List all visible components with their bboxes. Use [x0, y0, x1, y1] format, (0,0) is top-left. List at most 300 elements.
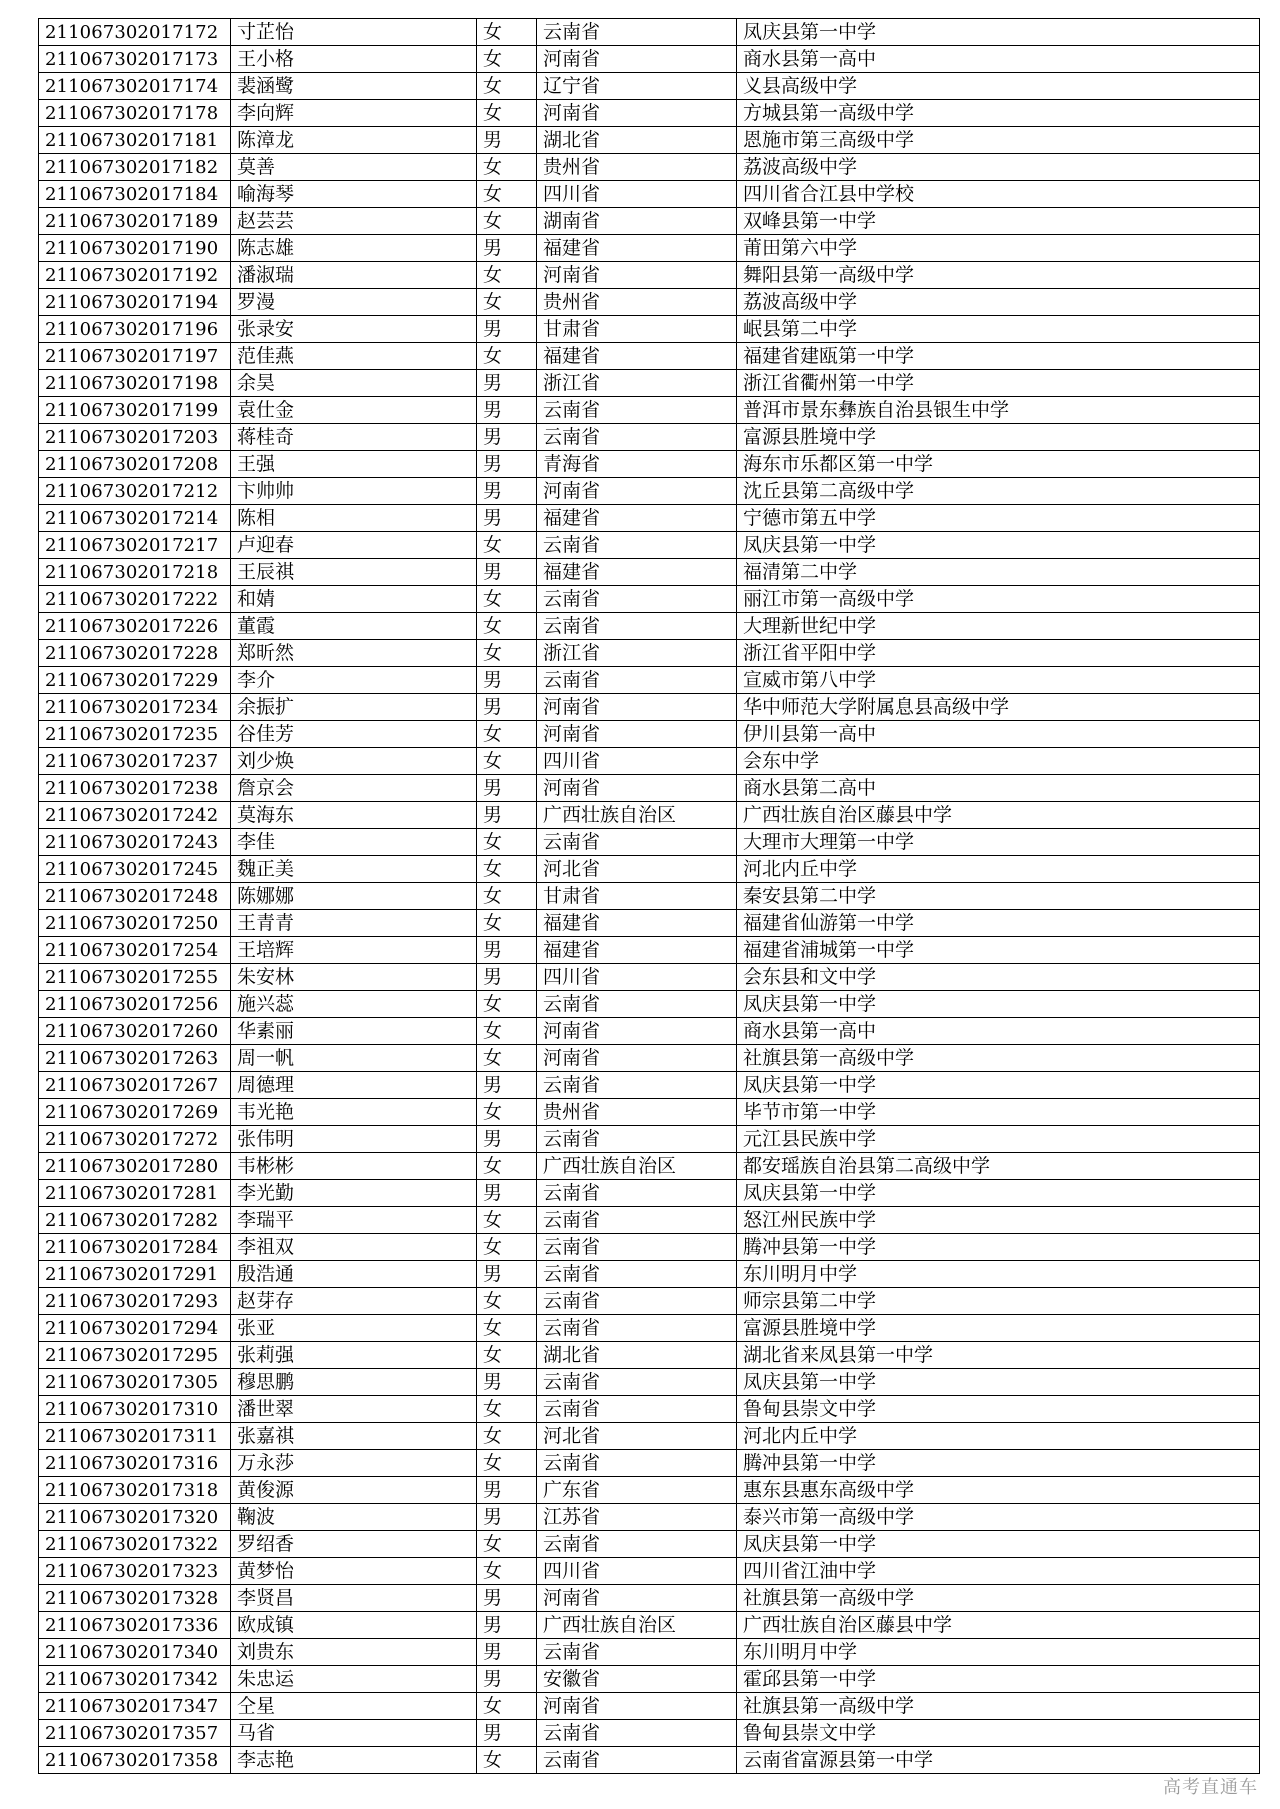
- gender-cell: 女: [477, 1342, 537, 1369]
- gender-cell: 女: [477, 748, 537, 775]
- candidate-id-cell: 211067302017208: [39, 451, 231, 478]
- province-cell: 四川省: [537, 748, 737, 775]
- province-cell: 云南省: [537, 1369, 737, 1396]
- gender-cell: 女: [477, 1531, 537, 1558]
- table-row: [39, 1072, 1260, 1099]
- name-cell: 施兴蕊: [231, 991, 477, 1018]
- school-cell: 沈丘县第二高级中学: [737, 478, 1260, 505]
- province-cell: 湖北省: [537, 1342, 737, 1369]
- name-cell: 韦彬彬: [231, 1153, 477, 1180]
- school-cell: 伊川县第一高中: [737, 721, 1260, 748]
- gender-cell: 女: [477, 856, 537, 883]
- gender-cell: 女: [477, 1288, 537, 1315]
- name-cell: 张嘉祺: [231, 1423, 477, 1450]
- school-cell: 浙江省衢州第一中学: [737, 370, 1260, 397]
- school-cell: 富源县胜境中学: [737, 1315, 1260, 1342]
- name-cell: 陈相: [231, 505, 477, 532]
- province-cell: 云南省: [537, 1396, 737, 1423]
- school-cell: 舞阳县第一高级中学: [737, 262, 1260, 289]
- candidate-id-cell: 211067302017347: [39, 1693, 231, 1720]
- province-cell: 福建省: [537, 937, 737, 964]
- province-cell: 云南省: [537, 1234, 737, 1261]
- table-row: [39, 1153, 1260, 1180]
- table-row: [39, 532, 1260, 559]
- candidate-id-cell: 211067302017238: [39, 775, 231, 802]
- gender-cell: 女: [477, 46, 537, 73]
- name-cell: 王辰祺: [231, 559, 477, 586]
- candidate-id-cell: 211067302017199: [39, 397, 231, 424]
- candidate-id-cell: 211067302017234: [39, 694, 231, 721]
- school-cell: 鲁甸县崇文中学: [737, 1720, 1260, 1747]
- gender-cell: 女: [477, 1018, 537, 1045]
- gender-cell: 男: [477, 1612, 537, 1639]
- province-cell: 河南省: [537, 694, 737, 721]
- candidate-id-cell: 211067302017328: [39, 1585, 231, 1612]
- table-row: [39, 1342, 1260, 1369]
- table-row: [39, 667, 1260, 694]
- candidate-id-cell: 211067302017269: [39, 1099, 231, 1126]
- name-cell: 董霞: [231, 613, 477, 640]
- candidate-id-cell: 211067302017198: [39, 370, 231, 397]
- province-cell: 河南省: [537, 1018, 737, 1045]
- table-row: [39, 208, 1260, 235]
- table-row: [39, 1720, 1260, 1747]
- candidate-id-cell: 211067302017184: [39, 181, 231, 208]
- province-cell: 云南省: [537, 829, 737, 856]
- gender-cell: 男: [477, 667, 537, 694]
- gender-cell: 男: [477, 937, 537, 964]
- candidate-id-cell: 211067302017293: [39, 1288, 231, 1315]
- school-cell: 东川明月中学: [737, 1261, 1260, 1288]
- school-cell: 商水县第一高中: [737, 46, 1260, 73]
- province-cell: 甘肃省: [537, 316, 737, 343]
- province-cell: 云南省: [537, 1072, 737, 1099]
- table-row: [39, 1261, 1260, 1288]
- candidate-id-cell: 211067302017197: [39, 343, 231, 370]
- candidate-id-cell: 211067302017272: [39, 1126, 231, 1153]
- candidate-id-cell: 211067302017196: [39, 316, 231, 343]
- gender-cell: 女: [477, 289, 537, 316]
- province-cell: 四川省: [537, 1558, 737, 1585]
- table-row: [39, 937, 1260, 964]
- province-cell: 云南省: [537, 1207, 737, 1234]
- name-cell: 李祖双: [231, 1234, 477, 1261]
- gender-cell: 女: [477, 1153, 537, 1180]
- gender-cell: 男: [477, 127, 537, 154]
- name-cell: 张莉强: [231, 1342, 477, 1369]
- table-row: [39, 100, 1260, 127]
- candidate-id-cell: 211067302017263: [39, 1045, 231, 1072]
- province-cell: 甘肃省: [537, 883, 737, 910]
- candidate-id-cell: 211067302017248: [39, 883, 231, 910]
- gender-cell: 女: [477, 1423, 537, 1450]
- table-row: [39, 829, 1260, 856]
- province-cell: 河南省: [537, 1693, 737, 1720]
- province-cell: 浙江省: [537, 370, 737, 397]
- province-cell: 福建省: [537, 235, 737, 262]
- province-cell: 云南省: [537, 667, 737, 694]
- gender-cell: 男: [477, 1585, 537, 1612]
- name-cell: 魏正美: [231, 856, 477, 883]
- name-cell: 卞帅帅: [231, 478, 477, 505]
- table-row: [39, 613, 1260, 640]
- school-cell: 泰兴市第一高级中学: [737, 1504, 1260, 1531]
- school-cell: 福建省浦城第一中学: [737, 937, 1260, 964]
- school-cell: 师宗县第二中学: [737, 1288, 1260, 1315]
- province-cell: 云南省: [537, 1747, 737, 1774]
- province-cell: 河南省: [537, 1045, 737, 1072]
- name-cell: 谷佳芳: [231, 721, 477, 748]
- name-cell: 余昊: [231, 370, 477, 397]
- gender-cell: 男: [477, 235, 537, 262]
- candidate-id-cell: 211067302017318: [39, 1477, 231, 1504]
- name-cell: 朱安林: [231, 964, 477, 991]
- gender-cell: 女: [477, 721, 537, 748]
- name-cell: 李向辉: [231, 100, 477, 127]
- school-cell: 社旗县第一高级中学: [737, 1585, 1260, 1612]
- table-row: [39, 154, 1260, 181]
- gender-cell: 男: [477, 1126, 537, 1153]
- name-cell: 李瑞平: [231, 1207, 477, 1234]
- gender-cell: 男: [477, 1369, 537, 1396]
- name-cell: 马省: [231, 1720, 477, 1747]
- gender-cell: 男: [477, 1666, 537, 1693]
- province-cell: 湖南省: [537, 208, 737, 235]
- school-cell: 福建省建瓯第一中学: [737, 343, 1260, 370]
- name-cell: 莫海东: [231, 802, 477, 829]
- admission-list-sheet: [38, 18, 1259, 1774]
- school-cell: 丽江市第一高级中学: [737, 586, 1260, 613]
- province-cell: 河南省: [537, 46, 737, 73]
- table-row: [39, 1234, 1260, 1261]
- province-cell: 云南省: [537, 1531, 737, 1558]
- candidate-id-cell: 211067302017235: [39, 721, 231, 748]
- name-cell: 王强: [231, 451, 477, 478]
- name-cell: 蒋桂奇: [231, 424, 477, 451]
- school-cell: 元江县民族中学: [737, 1126, 1260, 1153]
- table-row: [39, 1477, 1260, 1504]
- gender-cell: 男: [477, 1477, 537, 1504]
- name-cell: 黄俊源: [231, 1477, 477, 1504]
- table-row: [39, 181, 1260, 208]
- gender-cell: 男: [477, 370, 537, 397]
- gender-cell: 女: [477, 910, 537, 937]
- province-cell: 河南省: [537, 1585, 737, 1612]
- name-cell: 张录安: [231, 316, 477, 343]
- name-cell: 罗绍香: [231, 1531, 477, 1558]
- gender-cell: 女: [477, 1045, 537, 1072]
- school-cell: 湖北省来凤县第一中学: [737, 1342, 1260, 1369]
- gender-cell: 男: [477, 478, 537, 505]
- school-cell: 荔波高级中学: [737, 154, 1260, 181]
- school-cell: 福建省仙游第一中学: [737, 910, 1260, 937]
- gender-cell: 女: [477, 1234, 537, 1261]
- gender-cell: 男: [477, 1261, 537, 1288]
- table-row: [39, 451, 1260, 478]
- province-cell: 云南省: [537, 1720, 737, 1747]
- candidate-id-cell: 211067302017254: [39, 937, 231, 964]
- candidate-id-cell: 211067302017243: [39, 829, 231, 856]
- name-cell: 王培辉: [231, 937, 477, 964]
- school-cell: 大理新世纪中学: [737, 613, 1260, 640]
- province-cell: 青海省: [537, 451, 737, 478]
- province-cell: 云南省: [537, 991, 737, 1018]
- candidate-id-cell: 211067302017217: [39, 532, 231, 559]
- table-row: [39, 262, 1260, 289]
- table-row: [39, 856, 1260, 883]
- school-cell: 凤庆县第一中学: [737, 1369, 1260, 1396]
- table-row: [39, 1288, 1260, 1315]
- table-row: [39, 127, 1260, 154]
- candidate-id-cell: 211067302017267: [39, 1072, 231, 1099]
- school-cell: 河北内丘中学: [737, 1423, 1260, 1450]
- name-cell: 张伟明: [231, 1126, 477, 1153]
- gender-cell: 女: [477, 262, 537, 289]
- name-cell: 詹京会: [231, 775, 477, 802]
- province-cell: 河北省: [537, 1423, 737, 1450]
- gender-cell: 女: [477, 991, 537, 1018]
- candidate-id-cell: 211067302017305: [39, 1369, 231, 1396]
- candidate-id-cell: 211067302017342: [39, 1666, 231, 1693]
- table-row: [39, 397, 1260, 424]
- province-cell: 云南省: [537, 1180, 737, 1207]
- school-cell: 霍邱县第一中学: [737, 1666, 1260, 1693]
- gender-cell: 女: [477, 586, 537, 613]
- province-cell: 浙江省: [537, 640, 737, 667]
- table-row: [39, 802, 1260, 829]
- candidate-id-cell: 211067302017295: [39, 1342, 231, 1369]
- gender-cell: 女: [477, 883, 537, 910]
- school-cell: 荔波高级中学: [737, 289, 1260, 316]
- name-cell: 鞠波: [231, 1504, 477, 1531]
- gender-cell: 女: [477, 100, 537, 127]
- school-cell: 凤庆县第一中学: [737, 19, 1260, 46]
- school-cell: 凤庆县第一中学: [737, 1072, 1260, 1099]
- candidate-id-cell: 211067302017336: [39, 1612, 231, 1639]
- candidate-id-cell: 211067302017260: [39, 1018, 231, 1045]
- candidate-id-cell: 211067302017192: [39, 262, 231, 289]
- name-cell: 潘世翠: [231, 1396, 477, 1423]
- school-cell: 岷县第二中学: [737, 316, 1260, 343]
- candidate-id-cell: 211067302017255: [39, 964, 231, 991]
- school-cell: 凤庆县第一中学: [737, 1180, 1260, 1207]
- province-cell: 贵州省: [537, 154, 737, 181]
- candidate-id-cell: 211067302017218: [39, 559, 231, 586]
- table-row: [39, 289, 1260, 316]
- candidate-id-cell: 211067302017174: [39, 73, 231, 100]
- province-cell: 福建省: [537, 505, 737, 532]
- school-cell: 会东县和文中学: [737, 964, 1260, 991]
- province-cell: 福建省: [537, 343, 737, 370]
- gender-cell: 女: [477, 19, 537, 46]
- name-cell: 裴涵鹭: [231, 73, 477, 100]
- table-row: [39, 235, 1260, 262]
- school-cell: 惠东县惠东高级中学: [737, 1477, 1260, 1504]
- table-row: [39, 964, 1260, 991]
- candidate-id-cell: 211067302017250: [39, 910, 231, 937]
- school-cell: 宣威市第八中学: [737, 667, 1260, 694]
- school-cell: 秦安县第二中学: [737, 883, 1260, 910]
- name-cell: 赵芸芸: [231, 208, 477, 235]
- gender-cell: 男: [477, 451, 537, 478]
- gender-cell: 女: [477, 73, 537, 100]
- candidate-id-cell: 211067302017311: [39, 1423, 231, 1450]
- school-cell: 恩施市第三高级中学: [737, 127, 1260, 154]
- province-cell: 云南省: [537, 19, 737, 46]
- gender-cell: 男: [477, 397, 537, 424]
- school-cell: 富源县胜境中学: [737, 424, 1260, 451]
- school-cell: 广西壮族自治区藤县中学: [737, 1612, 1260, 1639]
- table-row: [39, 775, 1260, 802]
- table-row: [39, 1585, 1260, 1612]
- candidate-id-cell: 211067302017358: [39, 1747, 231, 1774]
- school-cell: 怒江州民族中学: [737, 1207, 1260, 1234]
- watermark-text: 高考直通车: [1163, 1777, 1258, 1798]
- table-row: [39, 370, 1260, 397]
- school-cell: 四川省江油中学: [737, 1558, 1260, 1585]
- candidate-id-cell: 211067302017203: [39, 424, 231, 451]
- candidate-id-cell: 211067302017281: [39, 1180, 231, 1207]
- gender-cell: 男: [477, 964, 537, 991]
- gender-cell: 男: [477, 694, 537, 721]
- name-cell: 李佳: [231, 829, 477, 856]
- table-row: [39, 1396, 1260, 1423]
- admission-table: [38, 18, 1260, 1774]
- gender-cell: 男: [477, 1639, 537, 1666]
- gender-cell: 女: [477, 1315, 537, 1342]
- school-cell: 商水县第一高中: [737, 1018, 1260, 1045]
- name-cell: 穆思鹏: [231, 1369, 477, 1396]
- candidate-id-cell: 211067302017194: [39, 289, 231, 316]
- table-row: [39, 559, 1260, 586]
- name-cell: 卢迎春: [231, 532, 477, 559]
- name-cell: 周一帆: [231, 1045, 477, 1072]
- candidate-id-cell: 211067302017173: [39, 46, 231, 73]
- province-cell: 湖北省: [537, 127, 737, 154]
- school-cell: 毕节市第一中学: [737, 1099, 1260, 1126]
- table-row: [39, 343, 1260, 370]
- name-cell: 李贤昌: [231, 1585, 477, 1612]
- name-cell: 王青青: [231, 910, 477, 937]
- candidate-id-cell: 211067302017182: [39, 154, 231, 181]
- gender-cell: 男: [477, 1504, 537, 1531]
- province-cell: 河南省: [537, 775, 737, 802]
- candidate-id-cell: 211067302017245: [39, 856, 231, 883]
- gender-cell: 男: [477, 424, 537, 451]
- school-cell: 社旗县第一高级中学: [737, 1693, 1260, 1720]
- school-cell: 大理市大理第一中学: [737, 829, 1260, 856]
- table-row: [39, 1126, 1260, 1153]
- table-row: [39, 1018, 1260, 1045]
- school-cell: 华中师范大学附属息县高级中学: [737, 694, 1260, 721]
- candidate-id-cell: 211067302017222: [39, 586, 231, 613]
- province-cell: 广西壮族自治区: [537, 1612, 737, 1639]
- name-cell: 喻海琴: [231, 181, 477, 208]
- table-row: [39, 1504, 1260, 1531]
- name-cell: 周德理: [231, 1072, 477, 1099]
- province-cell: 云南省: [537, 1315, 737, 1342]
- province-cell: 贵州省: [537, 289, 737, 316]
- gender-cell: 男: [477, 1072, 537, 1099]
- name-cell: 罗漫: [231, 289, 477, 316]
- name-cell: 仝星: [231, 1693, 477, 1720]
- candidate-id-cell: 211067302017282: [39, 1207, 231, 1234]
- candidate-id-cell: 211067302017284: [39, 1234, 231, 1261]
- school-cell: 腾冲县第一中学: [737, 1450, 1260, 1477]
- candidate-id-cell: 211067302017310: [39, 1396, 231, 1423]
- gender-cell: 女: [477, 532, 537, 559]
- table-body: [39, 19, 1260, 1774]
- name-cell: 王小格: [231, 46, 477, 73]
- name-cell: 郑昕然: [231, 640, 477, 667]
- province-cell: 云南省: [537, 1126, 737, 1153]
- candidate-id-cell: 211067302017212: [39, 478, 231, 505]
- name-cell: 李介: [231, 667, 477, 694]
- table-row: [39, 478, 1260, 505]
- candidate-id-cell: 211067302017229: [39, 667, 231, 694]
- table-row: [39, 1558, 1260, 1585]
- gender-cell: 男: [477, 505, 537, 532]
- gender-cell: 女: [477, 613, 537, 640]
- name-cell: 赵芽存: [231, 1288, 477, 1315]
- province-cell: 广西壮族自治区: [537, 802, 737, 829]
- name-cell: 张亚: [231, 1315, 477, 1342]
- candidate-id-cell: 211067302017320: [39, 1504, 231, 1531]
- province-cell: 云南省: [537, 1450, 737, 1477]
- name-cell: 万永莎: [231, 1450, 477, 1477]
- candidate-id-cell: 211067302017340: [39, 1639, 231, 1666]
- table-row: [39, 748, 1260, 775]
- province-cell: 安徽省: [537, 1666, 737, 1693]
- name-cell: 刘贵东: [231, 1639, 477, 1666]
- table-row: [39, 316, 1260, 343]
- name-cell: 华素丽: [231, 1018, 477, 1045]
- name-cell: 袁仕金: [231, 397, 477, 424]
- table-row: [39, 1531, 1260, 1558]
- candidate-id-cell: 211067302017228: [39, 640, 231, 667]
- province-cell: 河北省: [537, 856, 737, 883]
- table-row: [39, 73, 1260, 100]
- name-cell: 和婧: [231, 586, 477, 613]
- province-cell: 福建省: [537, 910, 737, 937]
- province-cell: 四川省: [537, 181, 737, 208]
- province-cell: 广西壮族自治区: [537, 1153, 737, 1180]
- gender-cell: 男: [477, 559, 537, 586]
- name-cell: 莫善: [231, 154, 477, 181]
- table-row: [39, 640, 1260, 667]
- gender-cell: 女: [477, 640, 537, 667]
- table-row: [39, 1666, 1260, 1693]
- name-cell: 寸芷怡: [231, 19, 477, 46]
- school-cell: 方城县第一高级中学: [737, 100, 1260, 127]
- name-cell: 殷浩通: [231, 1261, 477, 1288]
- school-cell: 凤庆县第一中学: [737, 991, 1260, 1018]
- candidate-id-cell: 211067302017237: [39, 748, 231, 775]
- name-cell: 韦光艳: [231, 1099, 477, 1126]
- table-row: [39, 424, 1260, 451]
- school-cell: 凤庆县第一中学: [737, 532, 1260, 559]
- school-cell: 双峰县第一中学: [737, 208, 1260, 235]
- table-row: [39, 1747, 1260, 1774]
- province-cell: 云南省: [537, 613, 737, 640]
- province-cell: 云南省: [537, 1639, 737, 1666]
- table-row: [39, 1450, 1260, 1477]
- province-cell: 辽宁省: [537, 73, 737, 100]
- candidate-id-cell: 211067302017291: [39, 1261, 231, 1288]
- gender-cell: 女: [477, 181, 537, 208]
- table-row: [39, 1369, 1260, 1396]
- table-row: [39, 883, 1260, 910]
